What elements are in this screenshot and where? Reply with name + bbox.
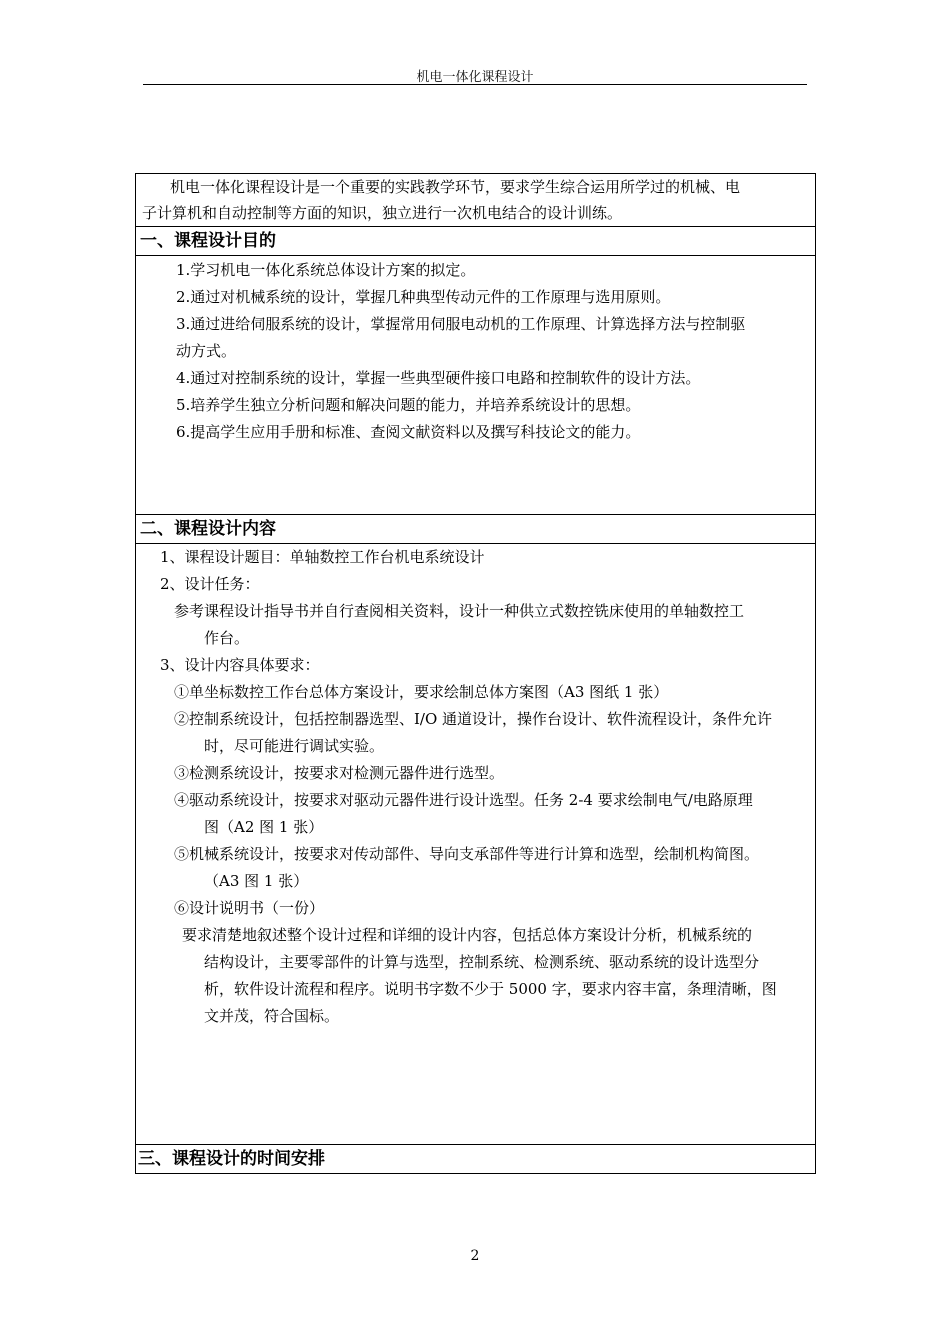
running-header: 机电一体化课程设计 xyxy=(416,70,534,85)
content-line: 图（A2 图 1 张） xyxy=(204,818,324,836)
content-line: 文并茂，符合国标。 xyxy=(204,1007,340,1025)
content-line: 结构设计，主要零部件的计算与选型，控制系统、检测系统、驱动系统的设计选型分 xyxy=(204,953,760,971)
intro-line: 子计算机和自动控制等方面的知识，独立进行一次机电结合的设计训练。 xyxy=(142,204,623,222)
section2-heading-cell xyxy=(136,515,816,544)
content-line: 3、设计内容具体要求： xyxy=(160,656,320,674)
intro-cell xyxy=(136,174,816,227)
section2-body xyxy=(136,544,816,1145)
content-line: 作台。 xyxy=(204,629,250,647)
section3-heading-cell xyxy=(136,1145,816,1174)
content-line: 参考课程设计指导书并自行查阅相关资料，设计一种供立式数控铣床使用的单轴数控工 xyxy=(174,602,745,620)
goal-item: 2.通过对机械系统的设计，掌握几种典型传动元件的工作原理与选用原则。 xyxy=(176,288,671,306)
content-line: 要求清楚地叙述整个设计过程和详细的设计内容，包括总体方案设计分析，机械系统的 xyxy=(182,926,753,944)
goal-item: 4.通过对控制系统的设计，掌握一些典型硬件接口电路和控制软件的设计方法。 xyxy=(176,369,701,387)
header-rule xyxy=(143,84,807,85)
content-line: ①单坐标数控工作台总体方案设计，要求绘制总体方案图（A3 图纸 1 张） xyxy=(174,683,669,701)
content-table xyxy=(135,173,816,1174)
content-line: ②控制系统设计，包括控制器选型、I/O 通道设计，操作台设计、软件流程设计，条件允许 xyxy=(174,710,773,728)
section3-title: 三、课程设计的时间安排 xyxy=(138,1149,325,1169)
goal-item: 1.学习机电一体化系统总体设计方案的拟定。 xyxy=(176,261,476,279)
goal-item: 5.培养学生独立分析问题和解决问题的能力，并培养系统设计的思想。 xyxy=(176,396,641,414)
content-line: 析，软件设计流程和程序。说明书字数不少于 5000 字，要求内容丰富，条理清晰，图 xyxy=(204,980,777,998)
content-line: 2、设计任务： xyxy=(160,575,260,593)
content-line: ⑤机械系统设计，按要求对传动部件、导向支承部件等进行计算和选型，绘制机构简图。 xyxy=(174,845,760,863)
page-number: 2 xyxy=(470,1248,480,1264)
content-line: （A3 图 1 张） xyxy=(204,872,309,890)
content-line: 1、课程设计题目：单轴数控工作台机电系统设计 xyxy=(160,548,485,566)
goal-item: 3.通过进给伺服系统的设计，掌握常用伺服电动机的工作原理、计算选择方法与控制驱 xyxy=(176,315,746,333)
goal-item: 动方式。 xyxy=(176,342,237,360)
section1-title: 一、课程设计目的 xyxy=(140,231,276,251)
section1-body xyxy=(136,256,816,515)
content-line: ⑥设计说明书（一份） xyxy=(174,899,325,917)
section1-heading-cell xyxy=(136,227,816,256)
goal-item: 6.提高学生应用手册和标准、查阅文献资料以及撰写科技论文的能力。 xyxy=(176,423,641,441)
content-line: 时，尽可能进行调试实验。 xyxy=(204,737,385,755)
content-line: ③检测系统设计，按要求对检测元器件进行选型。 xyxy=(174,764,505,782)
content-line: ④驱动系统设计，按要求对驱动元器件进行设计选型。任务 2-4 要求绘制电气/电路原理 xyxy=(174,791,753,809)
section2-title: 二、课程设计内容 xyxy=(140,519,276,539)
intro-line: 机电一体化课程设计是一个重要的实践教学环节，要求学生综合运用所学过的机械、电 xyxy=(170,178,741,196)
